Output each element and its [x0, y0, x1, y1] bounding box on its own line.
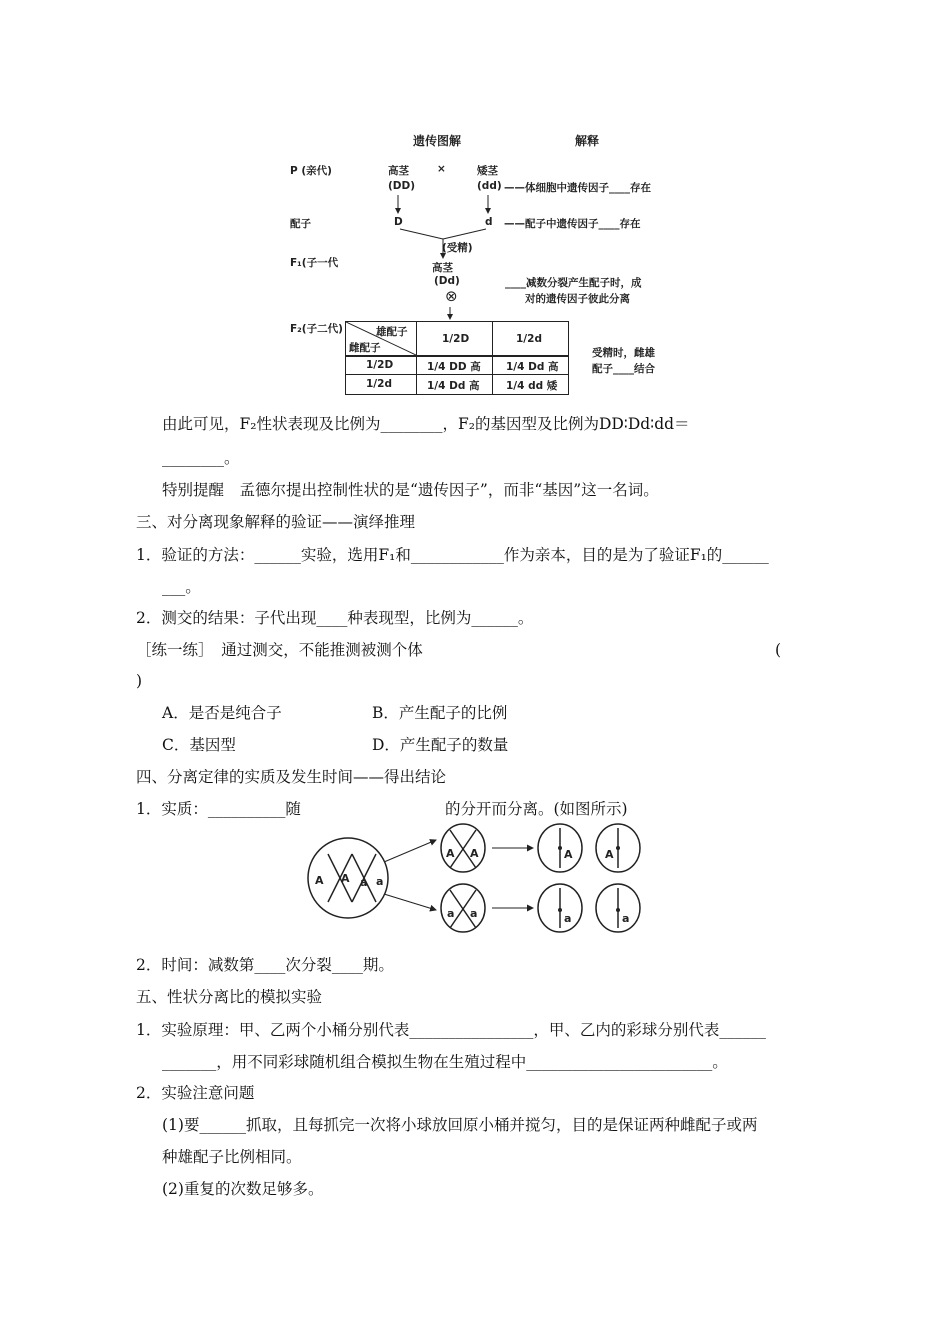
row2-cell1: 1/4 Dd 高	[427, 380, 480, 392]
row-label-gamete: 配子	[290, 218, 311, 230]
selfing-symbol: ⊗	[445, 287, 458, 305]
diagram-header-right: 解释	[575, 134, 600, 148]
note-meiosis-2: 对的遗传因子彼此分离	[525, 293, 630, 305]
upper-allele-left: A	[446, 847, 455, 860]
note-one-line2: 种雄配子比例相同。	[162, 1148, 302, 1166]
note-one-line1: (1)要______抓取，且每抓完一次将小球放回原小桶并搅匀，目的是保证两种雌配子或两	[162, 1116, 758, 1134]
option-b[interactable]: B．产生配子的比例	[372, 704, 508, 722]
gamete-d: d	[485, 216, 493, 228]
parent-genotype-dd: (dd)	[477, 180, 502, 192]
corner-female-label: 雌配子	[349, 342, 381, 354]
parent-tall: 高茎	[388, 165, 409, 177]
row2-label: 1/2d	[366, 378, 392, 390]
cell-lr2-allele: a	[622, 912, 630, 925]
note-fert-1: 受精时，雌雄	[592, 347, 655, 359]
row2-cell2: 1/4 dd 矮	[506, 380, 558, 392]
timing-line: 2．时间：减数第____次分裂____期。	[136, 956, 394, 974]
cell-ur2-allele: A	[605, 848, 614, 861]
parent-short: 矮茎	[477, 165, 498, 177]
para-conclusion-line2: ________。	[162, 449, 240, 467]
fertilization-label: (受精)	[442, 242, 473, 254]
note-two: (2)重复的次数足够多。	[162, 1180, 324, 1198]
header-cell-1: 1/2D	[442, 333, 470, 345]
allele-label-3: a	[360, 876, 368, 889]
row1-cell1: 1/4 DD 高	[427, 361, 481, 373]
verify-method-line2: ___。	[162, 578, 201, 596]
note-meiosis-1: ____减数分裂产生配子时，成	[505, 277, 642, 289]
practice-paren-open: (	[775, 641, 782, 659]
principle-line2: _______，用不同彩球随机组合模拟生物在生殖过程中________________________。	[162, 1053, 728, 1071]
gamete-D: D	[394, 216, 403, 228]
option-c[interactable]: C．基因型	[162, 736, 236, 754]
section-five-heading: 五、性状分离比的模拟实验	[136, 988, 323, 1006]
chromosome-separation-figure	[300, 818, 660, 938]
genetic-diagram	[280, 125, 700, 400]
note-somatic: ——体细胞中遗传因子____存在	[504, 182, 651, 194]
option-a[interactable]: A．是否是纯合子	[162, 704, 282, 722]
verify-method-line1: 1．验证的方法：______实验，选用F₁和____________作为亲本，目的是为了验证F₁的______	[136, 546, 769, 564]
special-reminder: 特别提醒 孟德尔提出控制性状的是“遗传因子”，而非“基因”这一名词。	[162, 481, 659, 499]
allele-label-2: A	[341, 872, 350, 885]
f1-tall: 高茎	[432, 262, 453, 274]
row-label-f1: F₁(子一代	[290, 257, 339, 269]
corner-male-label: 雄配子	[376, 326, 408, 338]
allele-label-1: A	[315, 874, 324, 887]
upper-allele-right: A	[470, 847, 479, 860]
cross-sign: ×	[437, 163, 446, 175]
cell-lr1-allele: a	[564, 912, 572, 925]
note-fert-2: 配子____结合	[592, 363, 655, 375]
option-d[interactable]: D．产生配子的数量	[372, 736, 509, 754]
punnett-table	[345, 321, 569, 395]
header-cell-2: 1/2d	[516, 333, 542, 345]
allele-label-4: a	[376, 875, 384, 888]
essence-line-b: 的分开而分离。(如图所示)	[445, 800, 628, 818]
practice-question: ［练一练］ 通过测交，不能推测被测个体	[136, 641, 423, 659]
lower-allele-left: a	[447, 907, 455, 920]
diagram-header-left: 遗传图解	[413, 134, 462, 148]
principle-line1: 1．实验原理：甲、乙两个小桶分别代表________________，甲、乙内的彩球分别代表______	[136, 1021, 766, 1039]
notes-heading: 2．实验注意问题	[136, 1084, 255, 1102]
testcross-result: 2．测交的结果：子代出现____种表现型，比例为______。	[136, 609, 534, 627]
f1-genotype: (Dd)	[434, 275, 460, 287]
section-three-heading: 三、对分离现象解释的验证——演绎推理	[136, 513, 416, 531]
para-conclusion-line1: 由此可见，F₂性状表现及比例为________，F₂的基因型及比例为DD∶Dd∶dd＝	[162, 415, 690, 433]
lower-allele-right: a	[470, 907, 478, 920]
cell-ur1-allele: A	[564, 848, 573, 861]
row-label-parent: P (亲代)	[290, 165, 332, 177]
section-four-heading: 四、分离定律的实质及发生时间——得出结论	[136, 768, 447, 786]
row1-cell2: 1/4 Dd 高	[506, 361, 559, 373]
parent-genotype-DD: (DD)	[388, 180, 416, 192]
row-label-f2: F₂(子二代)	[290, 323, 343, 335]
note-gamete: ——配子中遗传因子____存在	[504, 218, 641, 230]
row1-label: 1/2D	[366, 359, 394, 371]
essence-line-a: 1．实质：__________随	[136, 800, 301, 818]
practice-paren-close: )	[136, 672, 143, 690]
